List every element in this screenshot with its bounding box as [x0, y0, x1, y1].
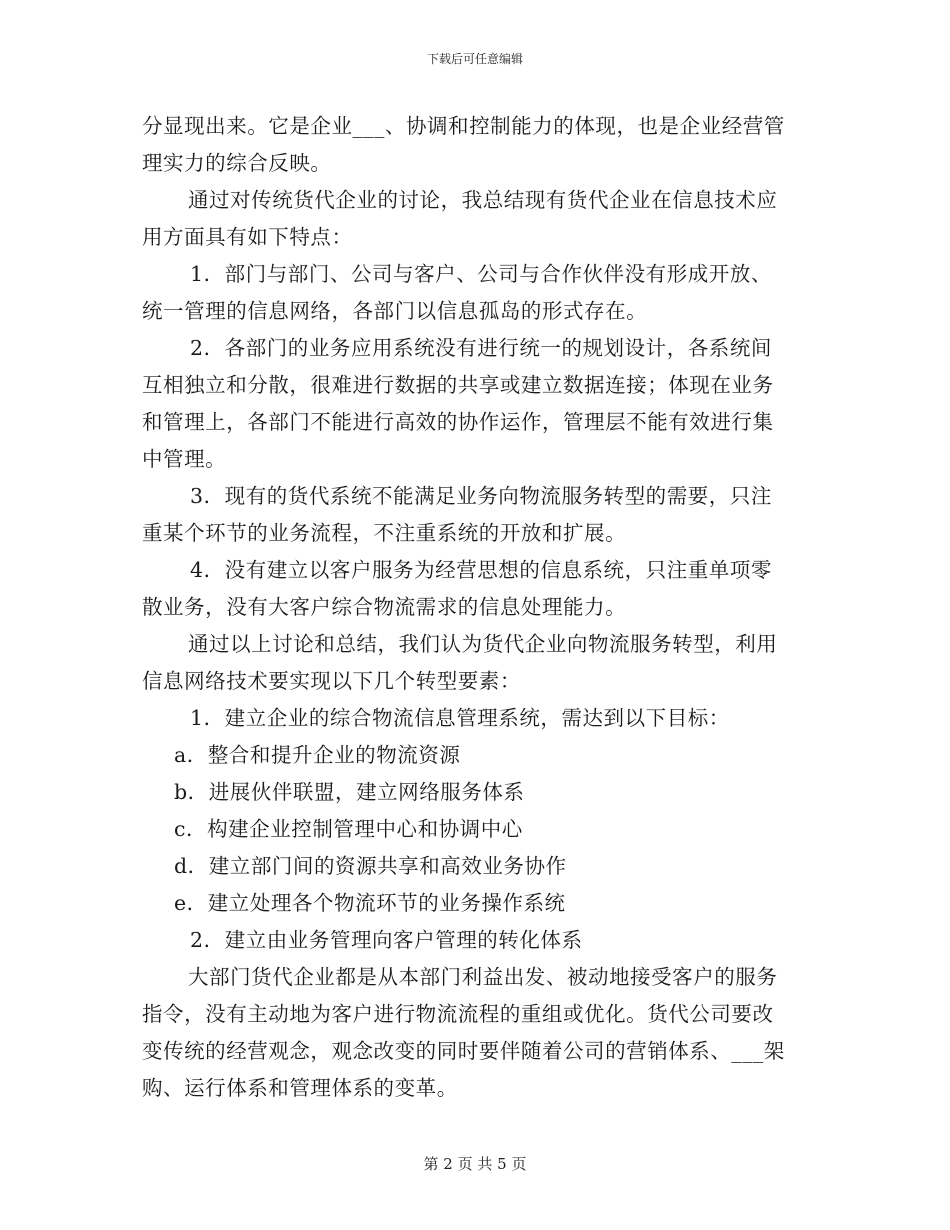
- paragraph-line: 变传统的经营观念，观念改变的同时要伴随着公司的营销体系、___架: [142, 1039, 785, 1063]
- list-item-line: 互相独立和分散，很难进行数据的共享或建立数据连接；体现在业务: [142, 373, 774, 397]
- list-item-line: 1．部门与部门、公司与客户、公司与合作伙伴没有形成开放、: [190, 262, 772, 286]
- list-item-line: 1．建立企业的综合物流信息管理系统，需达到以下目标：: [190, 706, 730, 730]
- document-body: [142, 108, 812, 1107]
- paragraph-line: 信息网络技术要实现以下几个转型要素：: [142, 669, 521, 693]
- sub-list-item-line: e．建立处理各个物流环节的业务操作系统: [174, 891, 566, 915]
- list-item-line: 重某个环节的业务流程，不注重系统的开放和扩展。: [142, 521, 627, 545]
- paragraph-line: 理实力的综合反映。: [142, 151, 332, 175]
- list-item-line: 统一管理的信息网络，各部门以信息孤岛的形式存在。: [142, 299, 648, 323]
- paragraph-line: 用方面具有如下特点：: [142, 225, 353, 249]
- list-item-line: 3．现有的货代系统不能满足业务向物流服务转型的需要，只注: [190, 484, 772, 508]
- page-header: 下载后可任意编辑: [426, 52, 523, 66]
- page-footer: 第 2 页 共 5 页: [423, 1155, 527, 1173]
- sub-list-item-line: b．进展伙伴联盟，建立网络服务体系: [174, 780, 525, 804]
- list-item-line: 2．各部门的业务应用系统没有进行统一的规划设计，各系统间: [190, 336, 772, 360]
- list-item-line: 2．建立由业务管理向客户管理的转化体系: [190, 928, 583, 952]
- paragraph-line: 大部门货代企业都是从本部门利益出发、被动地接受客户的服务: [188, 965, 778, 989]
- paragraph-line: 分显现出来。它是企业___、协调和控制能力的体现，也是企业经营管: [142, 114, 785, 138]
- paragraph-line: 通过对传统货代企业的讨论，我总结现有货代企业在信息技术应: [188, 188, 778, 212]
- list-item-line: 中管理。: [142, 447, 227, 471]
- sub-list-item-line: c．构建企业控制管理中心和协调中心: [174, 817, 523, 841]
- list-item-line: 散业务，没有大客户综合物流需求的信息处理能力。: [142, 595, 627, 619]
- paragraph-line: 指令，没有主动地为客户进行物流流程的重组或优化。货代公司要改: [142, 1002, 774, 1026]
- sub-list-item-line: d．建立部门间的资源共享和高效业务协作: [174, 854, 567, 878]
- list-item-line: 4．没有建立以客户服务为经营思想的信息系统，只注重单项零: [190, 558, 772, 582]
- paragraph-line: 通过以上讨论和总结，我们认为货代企业向物流服务转型，利用: [188, 632, 778, 656]
- paragraph-line: 购、运行体系和管理体系的变革。: [142, 1076, 458, 1100]
- sub-list-item-line: a．整合和提升企业的物流资源: [174, 743, 461, 767]
- list-item-line: 和管理上，各部门不能进行高效的协作运作，管理层不能有效进行集: [142, 410, 774, 434]
